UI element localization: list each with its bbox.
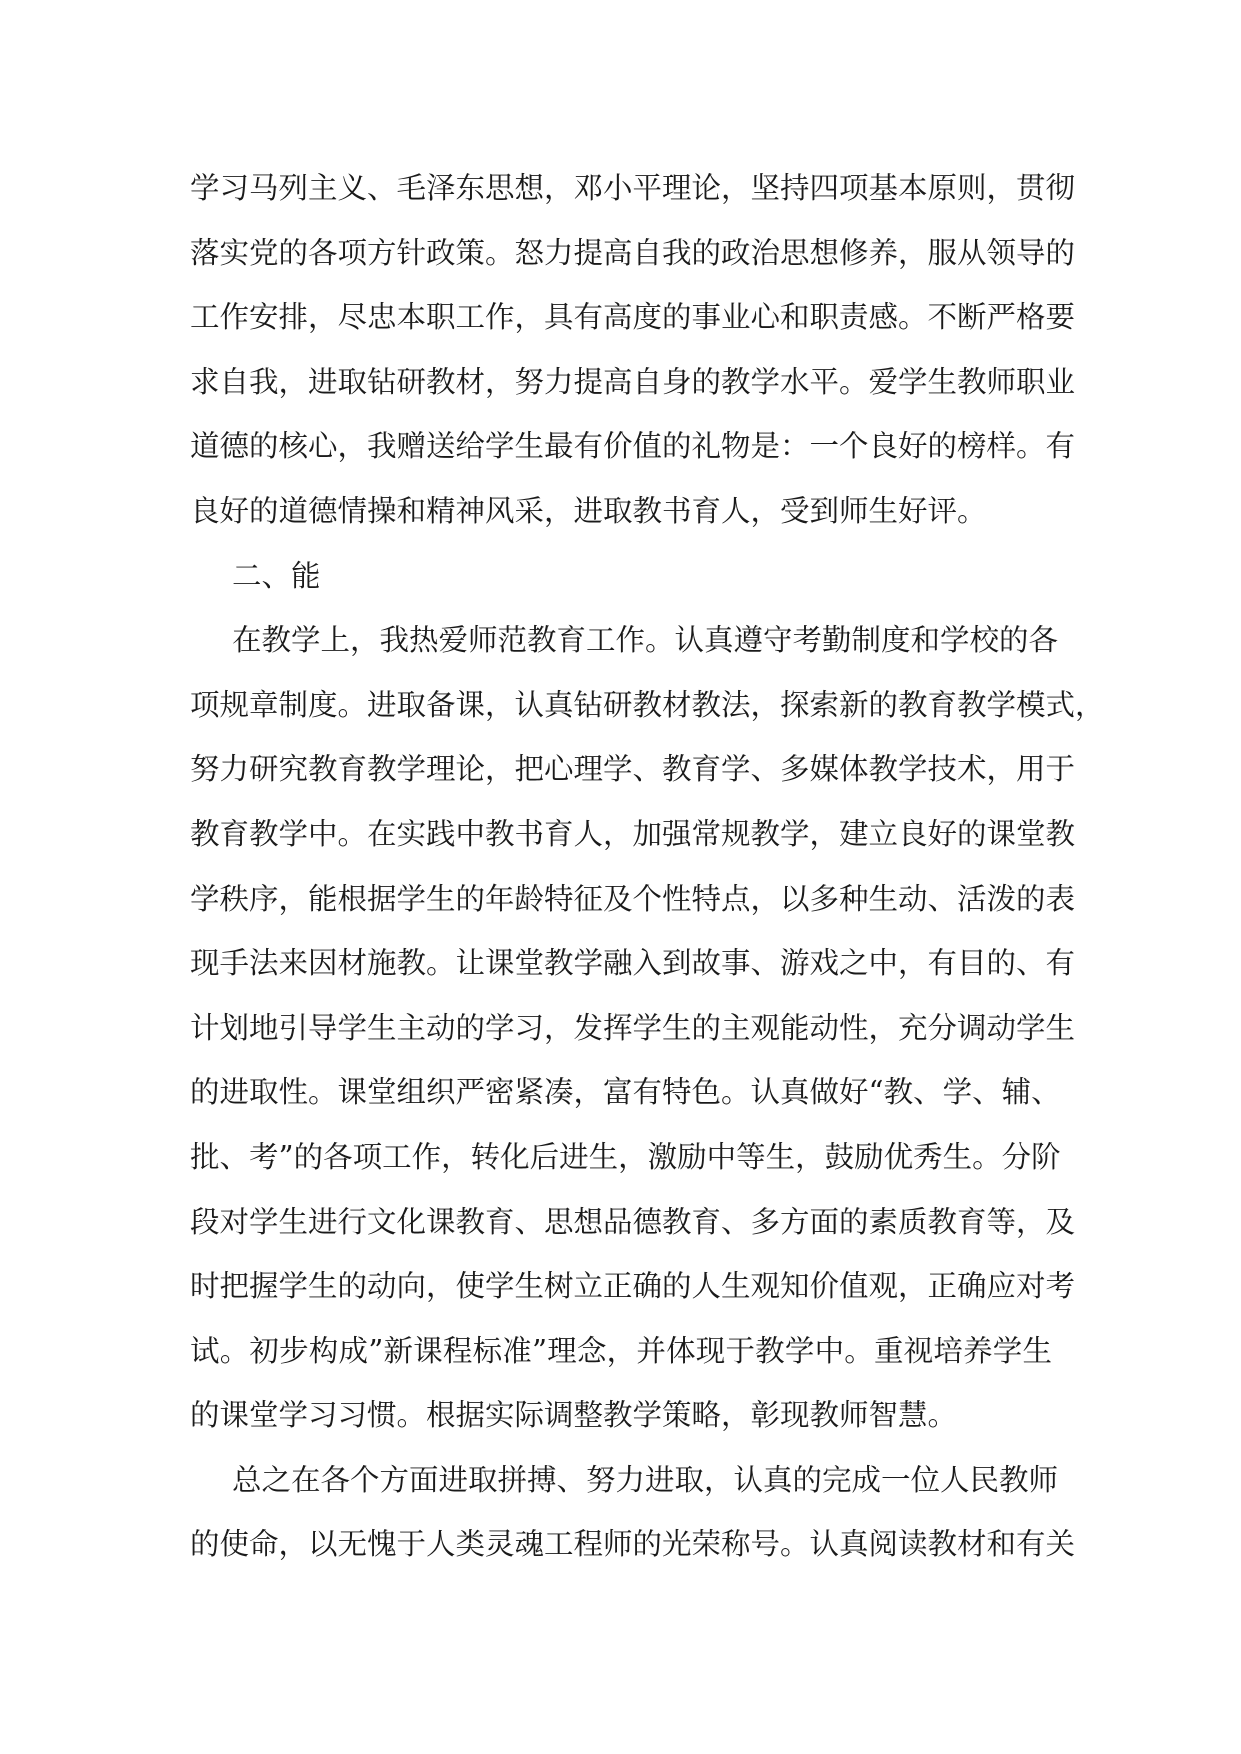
- text-line: 的课堂学习习惯。根据实际调整教学策略，彰现教师智慧。: [190, 1398, 958, 1433]
- text-line: 计划地引导学生主动的学习，发挥学生的主观能动性，充分调动学生: [190, 1010, 1076, 1045]
- text-line: 试。初步构成”新课程标准”理念，并体现于教学中。重视培养学生: [190, 1333, 1052, 1368]
- body-text: [190, 156, 1105, 1577]
- text-line: 求自我，进取钻研教材，努力提高自身的教学水平。爱学生教师职业: [190, 364, 1076, 399]
- text-line: 工作安排，尽忠本职工作，具有高度的事业心和职责感。不断严格要: [190, 300, 1076, 335]
- text-line: 学秩序，能根据学生的年龄特征及个性特点，以多种生动、活泼的表: [190, 881, 1076, 916]
- text-line: 道德的核心，我赠送给学生最有价值的礼物是：一个良好的榜样。有: [190, 429, 1076, 464]
- text-line: 教育教学中。在实践中教书育人，加强常规教学，建立良好的课堂教: [190, 816, 1076, 851]
- text-line: 的进取性。课堂组织严密紧凑，富有特色。认真做好“教、学、辅、: [190, 1075, 1061, 1110]
- section-heading: 二、能: [232, 558, 321, 593]
- text-line: 时把握学生的动向，使学生树立正确的人生观知价值观，正确应对考: [190, 1269, 1076, 1304]
- text-line: 努力研究教育教学理论，把心理学、教育学、多媒体教学技术，用于: [190, 752, 1076, 787]
- text-line: 落实党的各项方针政策。怒力提高自我的政治思想修养，服从领导的: [190, 235, 1076, 270]
- text-line: 的使命，以无愧于人类灵魂工程师的光荣称号。认真阅读教材和有关: [190, 1527, 1076, 1562]
- text-line: 在教学上，我热爱师范教育工作。认真遵守考勤制度和学校的各: [232, 623, 1059, 658]
- text-line: 总之在各个方面进取拼搏、努力进取，认真的完成一位人民教师: [232, 1462, 1059, 1497]
- text-line: 项规章制度。进取备课，认真钻研教材教法，探索新的教育教学模式，: [190, 687, 1105, 722]
- text-line: 现手法来因材施教。让课堂教学融入到故事、游戏之中，有目的、有: [190, 946, 1076, 981]
- text-line: 学习马列主义、毛泽东思想，邓小平理论，坚持四项基本原则，贯彻: [190, 171, 1076, 205]
- text-line: 段对学生进行文化课教育、思想品德教育、多方面的素质教育等，及: [190, 1204, 1076, 1239]
- text-line: 批、考”的各项工作，转化后进生，激励中等生，鼓励优秀生。分阶: [190, 1139, 1061, 1174]
- text-line: 良好的道德情操和精神风采，进取教书育人，受到师生好评。: [190, 493, 987, 528]
